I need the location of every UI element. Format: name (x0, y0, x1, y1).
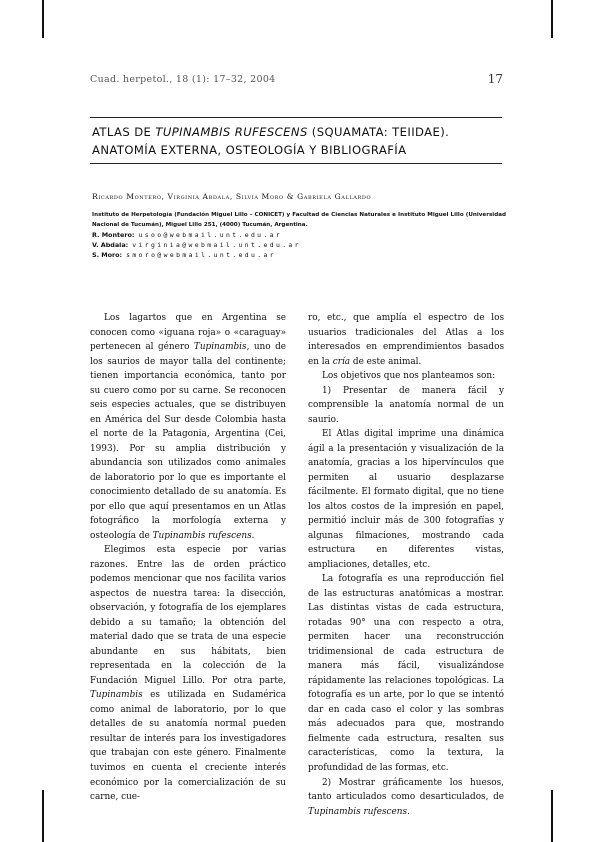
paragraph: 1) Presentar de manera fácil y comprensible la anatomía normal de un saurio. (308, 385, 504, 425)
contact-email[interactable]: virginia@webmail.unt.edu.ar (132, 241, 301, 249)
page-number: 17 (487, 72, 503, 86)
title-line-2: ANATOMÍA EXTERNA, OSTEOLOGÍA Y BIBLIOGRAFÍA (92, 143, 407, 157)
title-species: TUPINAMBIS RUFESCENS (155, 125, 308, 139)
text-run: , uno de los saurios de mayor talla del continente; tienen importancia económica, tanto por su cuero como por su carne. Se reconocen seis especies actuales, que se distribuyen en América del Sur desde Colombia hasta el norte de la Patagonia, Argentina (Cei, 1993). Por su amplia distribución y abundancia son utilizados como animales de laboratorio por lo que es importante el conocimiento detallado de su anatomía. Es por ello que aquí presentamos en un Atlas fotográfico la morfología externa y osteología de (90, 342, 287, 541)
title-part: (SQUAMATA: TEIIDAE). (307, 125, 450, 139)
italic-genus: Tupinambis (193, 342, 247, 353)
body-column-right (308, 311, 504, 819)
running-head: Cuad. herpetol., 18 (1): 17–32, 2004 (90, 74, 276, 85)
title-rule-top (90, 117, 502, 118)
crop-mark-top-right (551, 0, 553, 38)
crop-mark-bottom-left (42, 790, 44, 842)
italic-species: Tupinambis rufescens (308, 806, 408, 817)
contact-line (92, 241, 502, 250)
contact-line (92, 231, 502, 240)
italic-word: cría (332, 356, 351, 367)
contact-line (92, 251, 502, 260)
paragraph: La fotografía es una reproducción fiel de las estructuras anatómicas a mostrar. Las distintas vistas de cada estructura, rotadas 90° una con respecto a otra, permiten hacer una reconstrucción tridimensional de cada estructura de manera más fácil, visualizándose rápidamente las relaciones topológicas. La fotografía es un arte, por lo que se intentó dar en cada caso el color y las sombras más adecuados para que, mostrando fielmente cada estructura, resalten sus características, como la textura, la profundidad de las formas, etc. (308, 574, 504, 773)
text-run: de este animal. (350, 356, 422, 367)
text-run: Elegimos esta especie por varias razones. Entre las de orden práctico podemos mencionar que nos facilita varios aspectos de nuestra tarea: la disección, observación, y fotografía de los ejemplares debido a su tamaño; la obtención del material dado que se trata de una especie abundante en sus hábitats, bien representada en la colección de la Fundación Miguel Lillo. Por otra parte, (90, 545, 286, 686)
paragraph (90, 543, 286, 804)
crop-mark-bottom-right (551, 790, 553, 842)
body-column-left (90, 311, 286, 805)
paragraph (308, 311, 504, 369)
paragraph (308, 776, 504, 820)
author-list: Ricardo Montero, Virginia Abdala, Silvia Moro & Gabriela Gallardo (92, 192, 372, 201)
italic-genus: Tupinambis (90, 690, 143, 701)
paragraph (90, 311, 286, 543)
paragraph: Los objetivos que nos planteamos son: (322, 371, 496, 382)
text-run: es utilizada en Sudamérica como animal de laboratorio, por lo que detalles de su anatomía normal pueden resultar de interés para los investigadores que trabajan con este género. Finalmente tuvimos en cuenta el creciente interés económico por la comercialización de su carne, cue- (90, 690, 286, 803)
title-part: ATLAS DE (92, 125, 156, 139)
contact-name: V. Abdala: (92, 241, 129, 249)
article-title (92, 123, 502, 159)
text-run: . (407, 806, 410, 817)
title-rule-bottom (90, 163, 502, 164)
affiliation: Instituto de Herpetología (Fundación Miguel Lillo – CONICET) y Facultad de Ciencias Naturales e Instituto Miguel Lillo (Universidad Nacional de Tucumán), Miguel Lillo 251, (4000) Tucumán, Argentina. (92, 212, 506, 228)
contact-email[interactable]: smoro@webmail.unt.edu.ar (126, 251, 277, 259)
contact-name: R. Montero: (92, 231, 135, 239)
paragraph: El Atlas digital imprime una dinámica ágil a la presentación y visualización de la anatomía, gracias a los hipervínculos que permiten al usuario desplazarse fácilmente. El formato digital, que no tiene los altos costos de la impresión en papel, permitió incluir más de 300 fotografías y algunas filmaciones, mostrando cada estructura en diferentes vistas, ampliaciones, detalles, etc. (308, 429, 504, 570)
text-run: Los lagartos que en Argentina se conocen como «iguana roja» o «caraguay» pertenecen al género (90, 313, 286, 353)
text-run: 2) Mostrar gráficamente los huesos, tanto articulados como desarticulados, de (308, 777, 504, 803)
crop-mark-top-left (42, 0, 44, 38)
text-run: ro, etc., que amplía el espectro de los usuarios tradicionales del Atlas a los interesados en emprendimientos basados en la (308, 313, 504, 367)
contact-name: S. Moro: (92, 251, 123, 259)
italic-species: Tupinambis rufescens (152, 530, 252, 541)
text-run: . (251, 530, 255, 541)
contact-email[interactable]: usoo@webmail.unt.edu.ar (138, 231, 283, 239)
